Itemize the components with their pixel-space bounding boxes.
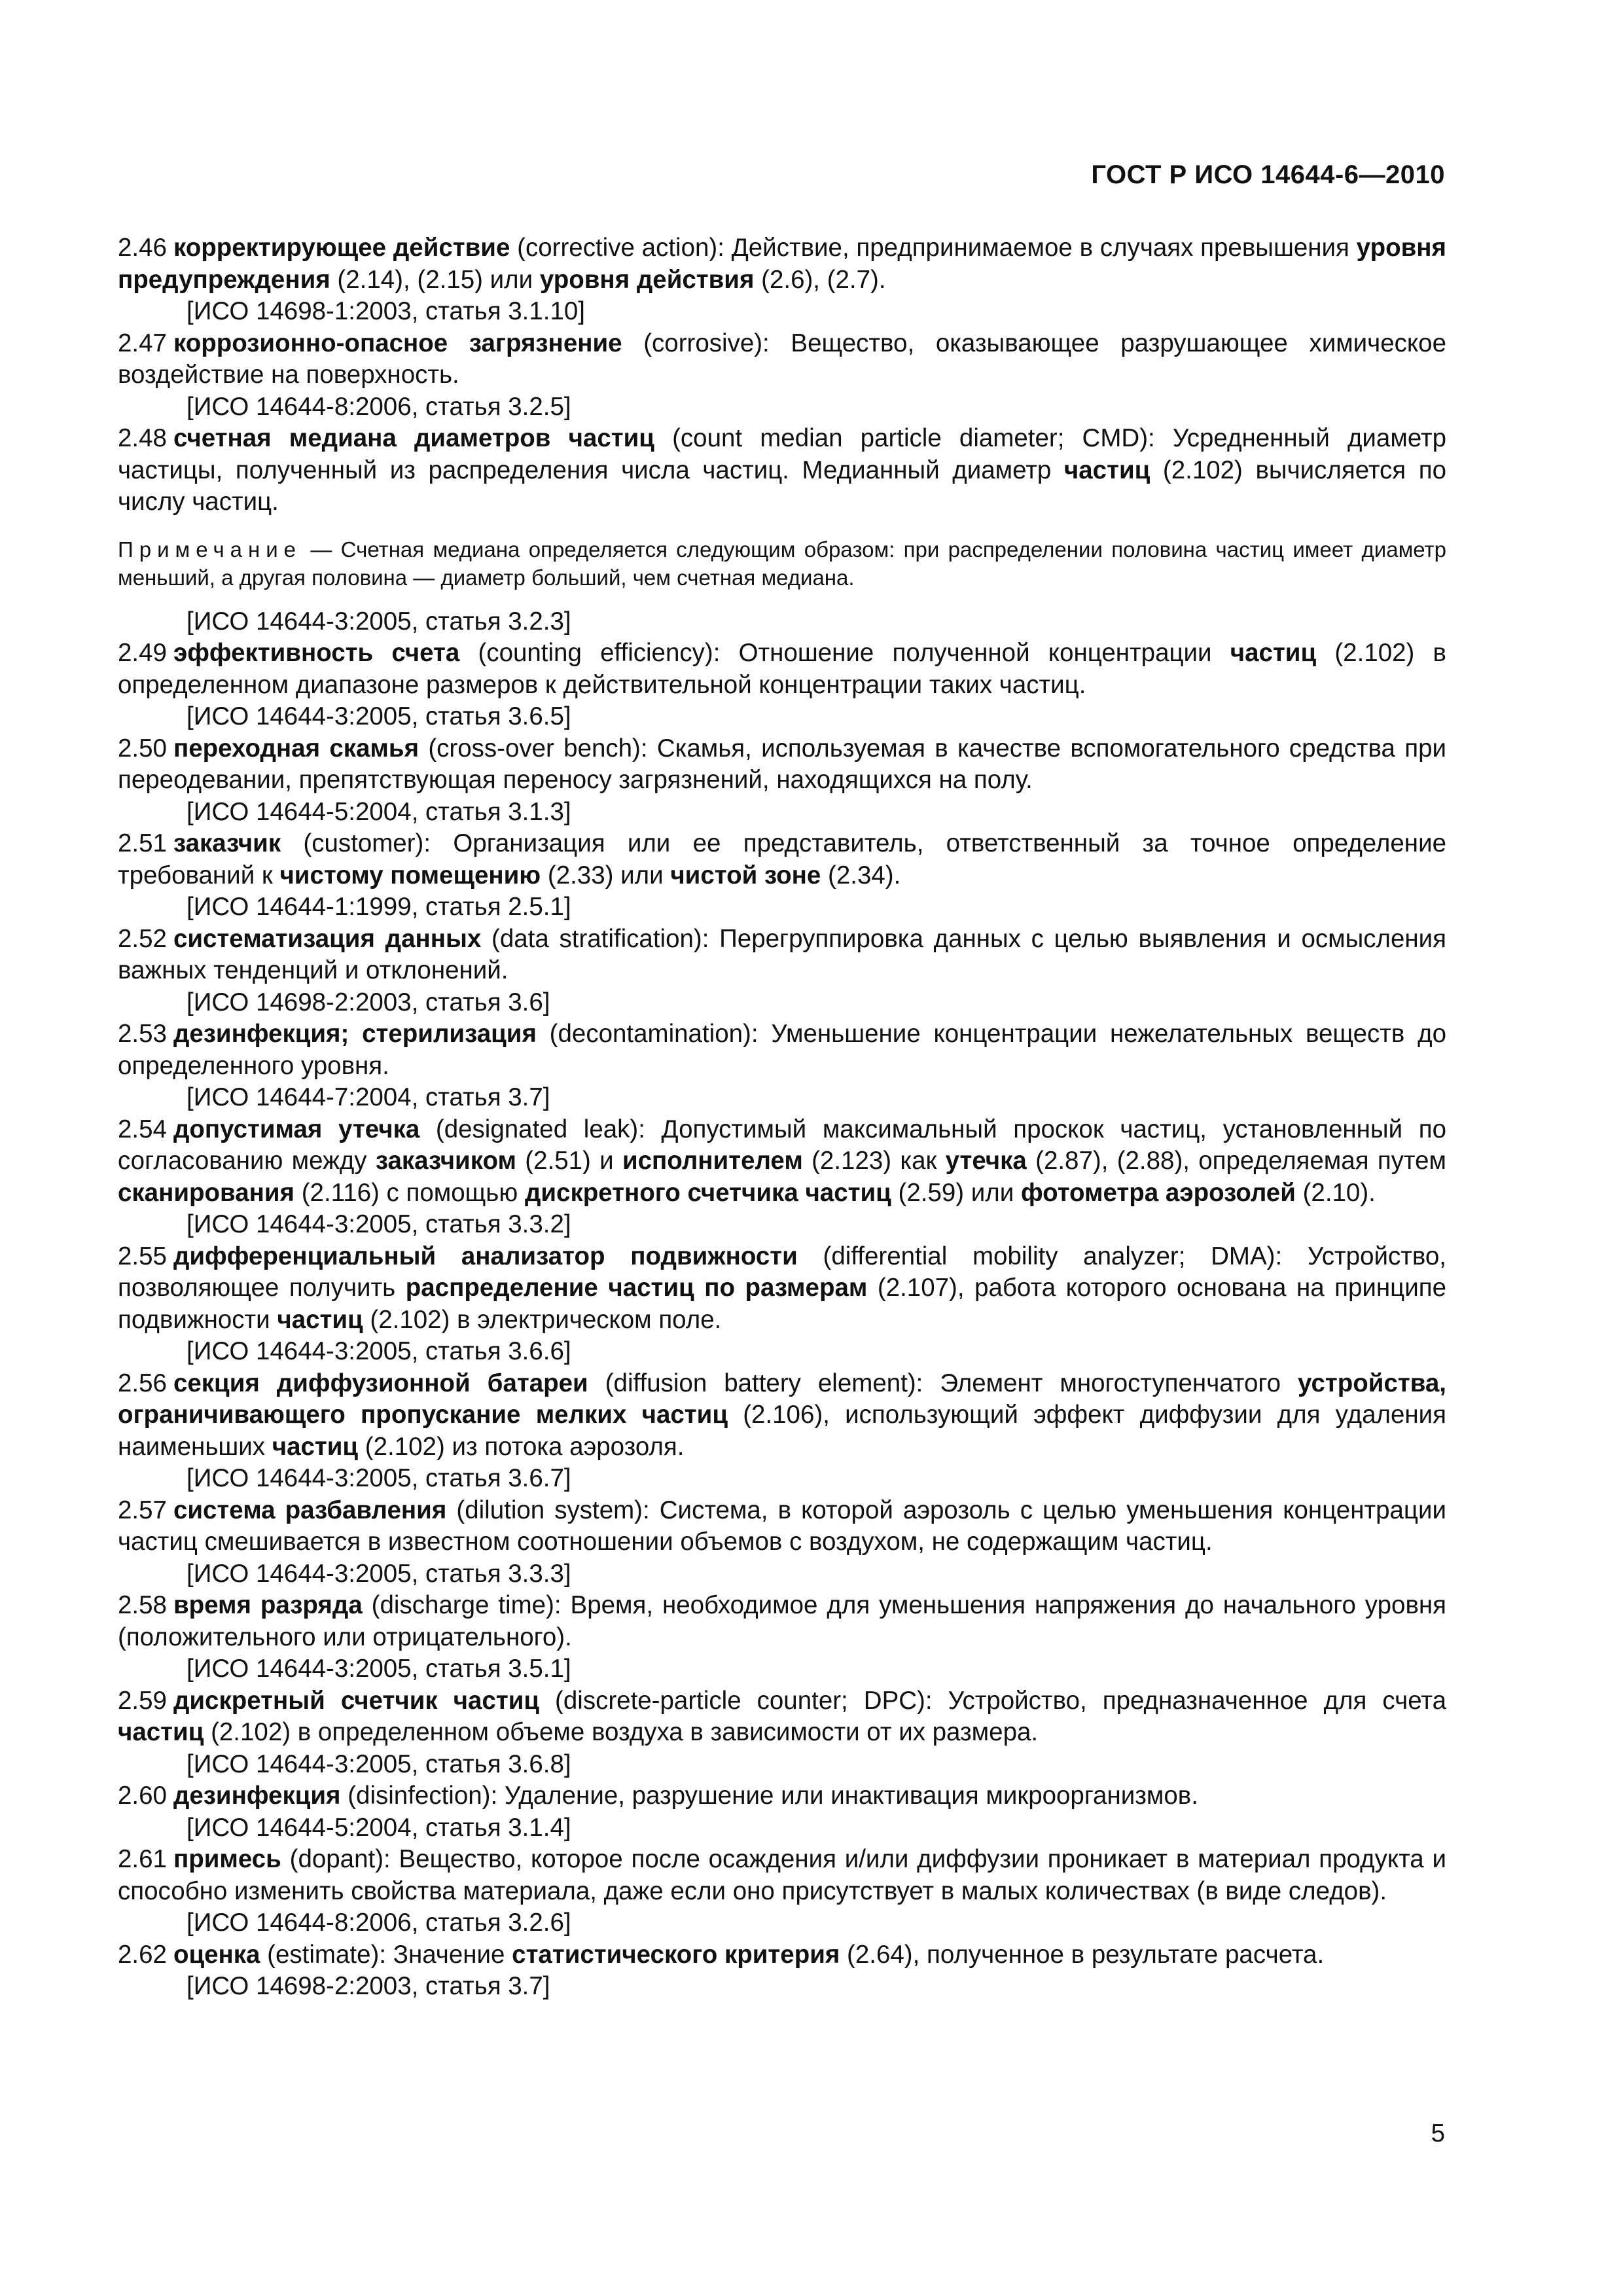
term-text: (2.116) с помощью [294,1178,525,1207]
term-text: (discharge time): Время, необходимое для уменьшения напряжения до начального уровня (положительного или отрицательного). [118,1591,1447,1651]
source-reference: [ИСО 14644-3:2005, статья 3.6.8] [187,1749,571,1778]
term-entry [118,828,1446,891]
term-text: (2.10). [1295,1178,1376,1207]
term-number: 2.54 [118,1115,167,1143]
source-reference: [ИСО 14644-3:2005, статья 3.6.6] [187,1337,571,1365]
source-reference: [ИСО 14698-2:2003, статья 3.7] [187,1972,550,2000]
term-text: (2.59) или [891,1178,1021,1207]
source-reference: [ИСО 14644-5:2004, статья 3.1.4] [187,1813,571,1842]
term-number: 2.48 [118,424,167,452]
term-text: (discrete-particle counter; DPC): Устройство, предназначенное для счета [539,1686,1446,1715]
term-text: (data stratification): Перегруппировка данных с целью выявления и осмысления важных тенденций и отклонений. [118,924,1446,984]
term-number: 2.50 [118,734,167,762]
term-bold-text: исполнителем [622,1147,803,1175]
term-bold-text: секция диффузионной батареи [173,1369,588,1397]
term-bold-text: уровня предупреждения [118,234,1446,294]
terms-list [118,232,1446,2003]
term-bold-text: дискретный счетчик частиц [173,1686,540,1715]
term-text: (differential mobility analyzer; DMA): Устройство, позволяющее получить [118,1242,1447,1302]
term-bold-text: утечка [945,1147,1027,1175]
term-entry [118,1241,1446,1336]
source-reference: [ИСО 14644-8:2006, статья 3.2.6] [187,1909,571,1937]
term-number: 2.46 [118,234,167,262]
term-text: (customer): Организация или ее представитель, ответственный за точное определение требований к [118,829,1446,889]
term-text: (2.102) в определенном диапазоне размеров к действительной концентрации таких частиц. [118,639,1446,699]
term-bold-text: частиц [118,1718,204,1746]
term-number: 2.56 [118,1369,167,1397]
note-label: Примечание [118,537,302,562]
term-bold-text: дифференциальный анализатор подвижности [173,1242,798,1270]
term-bold-text: оценка [173,1940,260,1969]
term-text: (diffusion battery element): Элемент многоступенчатого [588,1369,1298,1397]
term-text: (2.34). [821,861,901,889]
term-bold-text: статистического критерия [512,1940,840,1969]
term-text: (estimate): Значение [260,1940,512,1969]
term-text: (counting efficiency): Отношение полученной концентрации [459,639,1230,667]
source-reference: [ИСО 14644-1:1999, статья 2.5.1] [187,893,571,921]
term-entry [118,1939,1446,1971]
term-text: (2.107), работа которого основана на принципе подвижности [118,1274,1446,1334]
term-text: (corrective action): Действие, предпринимаемое в случаях превышения [510,234,1357,262]
source-reference: [ИСО 14644-3:2005, статья 3.2.3] [187,607,571,636]
term-text: (2.106), использующий эффект диффузии для удаления наименьших [118,1401,1446,1461]
term-bold-text: сканирования [118,1178,295,1207]
source-reference: [ИСО 14644-8:2006, статья 3.2.5] [187,392,571,421]
term-text: (2.64), полученное в результате расчета. [840,1940,1325,1969]
term-number: 2.55 [118,1242,167,1270]
term-bold-text: дезинфекция; стерилизация [173,1020,537,1048]
term-text: (count median particle diameter; CMD): Усредненный диаметр частицы, полученный из распределения числа частиц. Медианный диаметр [118,424,1446,484]
term-text: (2.102) из потока аэрозоля. [358,1432,685,1461]
term-text: (2.123) как [802,1147,946,1175]
term-entry [118,1590,1446,1653]
term-text: (2.102) в электрическом поле. [363,1305,722,1334]
term-bold-text: заказчиком [375,1147,516,1175]
term-bold-text: система разбавления [173,1496,447,1524]
term-text: (2.51) и [516,1147,622,1175]
term-bold-text: эффективность счета [173,639,460,667]
term-text: (designated leak): Допустимый максимальный проскок частиц, установленный по согласованию между [118,1115,1446,1175]
term-number: 2.53 [118,1020,167,1048]
term-number: 2.61 [118,1845,167,1873]
term-entry [118,1780,1446,1812]
term-bold-text: частиц [272,1432,359,1461]
term-text: (2.102) вычисляется по числу частиц. [118,456,1446,516]
term-bold-text: устройства, ограничивающего пропускание мелких частиц [118,1369,1446,1429]
source-reference: [ИСО 14644-3:2005, статья 3.6.7] [187,1464,571,1492]
term-bold-text: время разряда [173,1591,363,1619]
note [118,535,1446,592]
term-number: 2.52 [118,924,167,953]
term-entry [118,232,1446,296]
term-bold-text: частиц [1230,639,1317,667]
page-number: 5 [1431,2119,1445,2147]
term-bold-text: допустимая утечка [173,1115,420,1143]
term-number: 2.62 [118,1940,167,1969]
term-bold-text: дискретного счетчика частиц [524,1178,891,1207]
term-entry [118,1114,1446,1210]
term-entry [118,637,1446,701]
term-bold-text: счетная медиана диаметров частиц [173,424,654,452]
term-entry [118,1368,1446,1463]
source-reference: [ИСО 14644-3:2005, статья 3.5.1] [187,1655,571,1683]
term-bold-text: фотометра аэрозолей [1020,1178,1296,1207]
term-text: (2.33) или [541,861,671,889]
term-number: 2.60 [118,1782,167,1810]
term-entry [118,1018,1446,1082]
term-text: (2.102) в определенном объеме воздуха в зависимости от их размера. [204,1718,1039,1746]
term-text: (2.14), (2.15) или [330,265,540,294]
term-text: (2.87), (2.88), определяемая путем [1026,1147,1447,1175]
term-bold-text: коррозионно-опасное загрязнение [173,329,622,357]
source-reference: [ИСО 14644-3:2005, статья 3.3.2] [187,1210,571,1238]
term-text: (cross-over bench): Скамья, используемая в качестве вспомогательного средства при переодевании, препятствующая переносу загрязнений, находящихся на полу. [118,734,1446,794]
term-bold-text: уровня действия [539,265,755,294]
term-text: (dilution system): Система, в которой аэрозоль с целью уменьшения концентрации частиц смешивается в известном соотношении объемов с воздухом, не содержащим частиц. [118,1496,1446,1556]
document-header: ГОСТ Р ИСО 14644-6—2010 [1091,160,1445,189]
term-number: 2.47 [118,329,167,357]
term-entry [118,924,1446,987]
source-reference: [ИСО 14644-3:2005, статья 3.3.3] [187,1559,571,1588]
term-number: 2.57 [118,1496,167,1524]
term-text: (disinfection): Удаление, разрушение или инактивация микроорганизмов. [340,1782,1198,1810]
term-bold-text: систематизация данных [173,924,482,953]
term-entry [118,1495,1446,1558]
source-reference: [ИСО 14698-1:2003, статья 3.1.10] [187,297,585,325]
term-number: 2.59 [118,1686,167,1715]
term-text: (corrosive): Вещество, оказывающее разрушающее химическое воздействие на поверхность. [118,329,1446,389]
source-reference: [ИСО 14644-7:2004, статья 3.7] [187,1083,550,1111]
term-bold-text: примесь [173,1845,281,1873]
source-reference: [ИСО 14698-2:2003, статья 3.6] [187,988,550,1016]
term-entry [118,328,1446,391]
term-bold-text: переходная скамья [173,734,419,762]
term-entry [118,423,1446,518]
term-entry [118,1685,1446,1749]
term-bold-text: корректирующее действие [173,234,510,262]
source-reference: [ИСО 14644-3:2005, статья 3.6.5] [187,702,571,730]
note-text: — Счетная медиана определяется следующим образом: при распределении половина частиц имеет диаметр меньший, а другая половина — диаметр больший, чем счетная медиана. [118,537,1446,590]
term-number: 2.51 [118,829,167,857]
term-number: 2.49 [118,639,167,667]
term-bold-text: распределение частиц по размерам [405,1274,868,1302]
source-reference: [ИСО 14644-5:2004, статья 3.1.3] [187,797,571,826]
term-text: (2.6), (2.7). [754,265,886,294]
term-bold-text: частиц [1063,456,1150,484]
term-bold-text: заказчик [173,829,281,857]
term-bold-text: частиц [277,1305,363,1334]
term-text: (decontamination): Уменьшение концентрации нежелательных веществ до определенного уровня. [118,1020,1446,1080]
term-bold-text: чистой зоне [670,861,821,889]
term-entry [118,1844,1446,1907]
term-bold-text: дезинфекция [173,1782,341,1810]
term-text: (dopant): Вещество, которое после осаждения и/или диффузии проникает в материал продукта и способно изменить свойства материала, даже если оно присутствует в малых количествах (в виде следов). [118,1845,1446,1905]
term-bold-text: чистому помещению [279,861,541,889]
term-entry [118,733,1446,797]
term-number: 2.58 [118,1591,167,1619]
